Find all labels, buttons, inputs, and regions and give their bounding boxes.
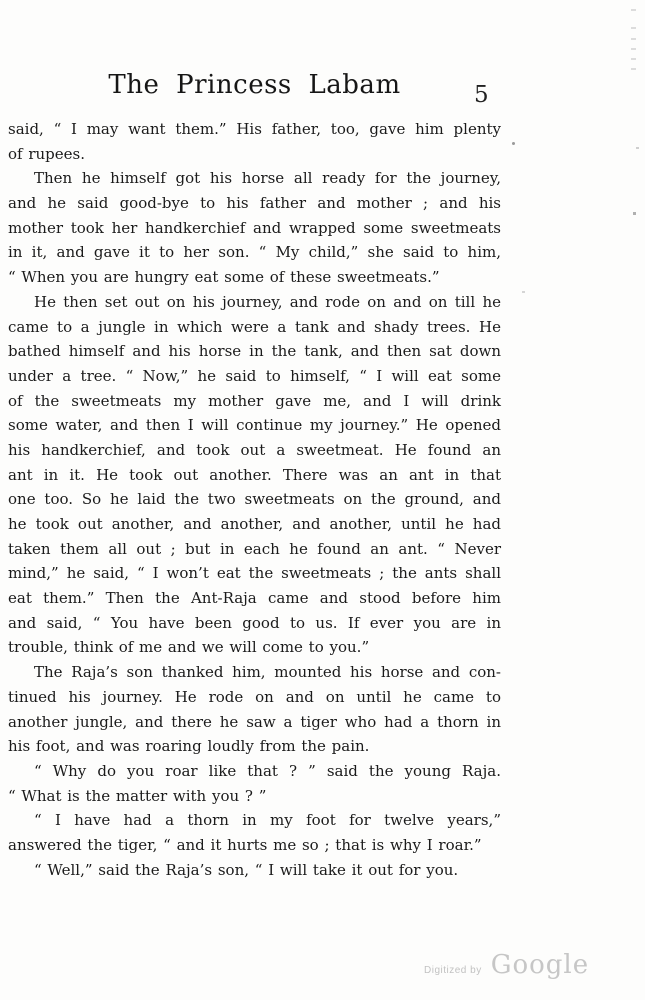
text-line: mother took her handkerchief and wrapped some sweetmeats [8, 218, 501, 237]
body-text [8, 117, 501, 882]
text-line: bathed himself and his horse in the tank, and then sat down [8, 342, 501, 361]
scan-speck [631, 9, 636, 11]
text-line: and said, “ You have been good to us. If ever you are in [8, 613, 501, 632]
scan-speck [631, 48, 636, 50]
text-line: said, “ I may want them.” His father, too, gave him plenty [8, 120, 501, 138]
paragraph [8, 858, 501, 883]
google-watermark [424, 950, 589, 980]
text-line: came to a jungle in which were a tank and shady trees. He [8, 317, 501, 336]
scan-speck [631, 58, 636, 60]
text-line: trouble, think of me and we will come to you.” [8, 638, 370, 657]
text-line: “ Why do you roar like that ? ” said the young Raja. [34, 761, 501, 780]
text-line: ant in it. He took out another. There was an ant in that [8, 465, 501, 484]
text-line: one too. So he laid the two sweetmeats on the ground, and [8, 490, 501, 509]
text-line: in it, and gave it to her son. “ My child,” she said to him, [8, 243, 501, 262]
paragraph [8, 759, 501, 808]
text-line: his foot, and was roaring loudly from the pain. [8, 737, 370, 756]
text-line: mind,” he said, “ I won’t eat the sweetmeats ; the ants shall [8, 564, 501, 583]
text-line: of rupees. [8, 144, 86, 163]
paragraph [8, 808, 501, 857]
text-line: “ Well,” said the Raja’s son, “ I will take it out for you. [34, 860, 459, 879]
text-line: “ When you are hungry eat some of these sweetmeats.” [8, 268, 440, 287]
page-number: 5 [474, 82, 489, 108]
paragraph [8, 117, 501, 166]
text-line: “ What is the matter with you ? ” [8, 786, 267, 805]
scan-speck [512, 142, 515, 145]
text-line: eat them.” Then the Ant-Raja came and stood before him [8, 589, 501, 608]
text-line: He then set out on his journey, and rode on and on till he [34, 292, 501, 311]
text-line: he took out another, and another, and another, until he had [8, 515, 501, 533]
google-logo: Google [490, 950, 590, 980]
scan-speck [631, 38, 636, 40]
scan-speck [631, 27, 636, 29]
scan-speck [636, 147, 639, 149]
text-line: under a tree. “ Now,” he said to himself, “ I will eat some [8, 366, 501, 385]
paragraph [8, 290, 501, 660]
text-line: “ I have had a thorn in my foot for twelve years,” [34, 811, 501, 830]
paragraph [8, 166, 501, 289]
text-line: tinued his journey. He rode on and on until he came to [8, 687, 501, 706]
scan-speck [633, 212, 636, 215]
text-line: another jungle, and there he saw a tiger who had a thorn in [8, 712, 501, 731]
text-line: answered the tiger, “ and it hurts me so ; that is why I roar.” [8, 835, 482, 854]
text-line: some water, and then I will continue my journey.” He opened [8, 416, 501, 435]
scan-speck [522, 291, 525, 293]
text-line: his handkerchief, and took out a sweetmeat. He found an [8, 440, 501, 459]
paragraph [8, 660, 501, 759]
text-line: of the sweetmeats my mother gave me, and I will drink [8, 391, 501, 410]
text-line: Then he himself got his horse all ready for the journey, [34, 169, 501, 188]
scan-speck [631, 68, 636, 70]
text-line: The Raja’s son thanked him, mounted his horse and con- [34, 663, 501, 682]
text-line: taken them all out ; but in each he found an ant. “ Never [8, 539, 501, 558]
digitized-by-label: Digitized by [424, 965, 482, 976]
page-title: The Princess Labam [108, 70, 401, 100]
text-line: and he said good-bye to his father and mother ; and his [8, 194, 501, 213]
